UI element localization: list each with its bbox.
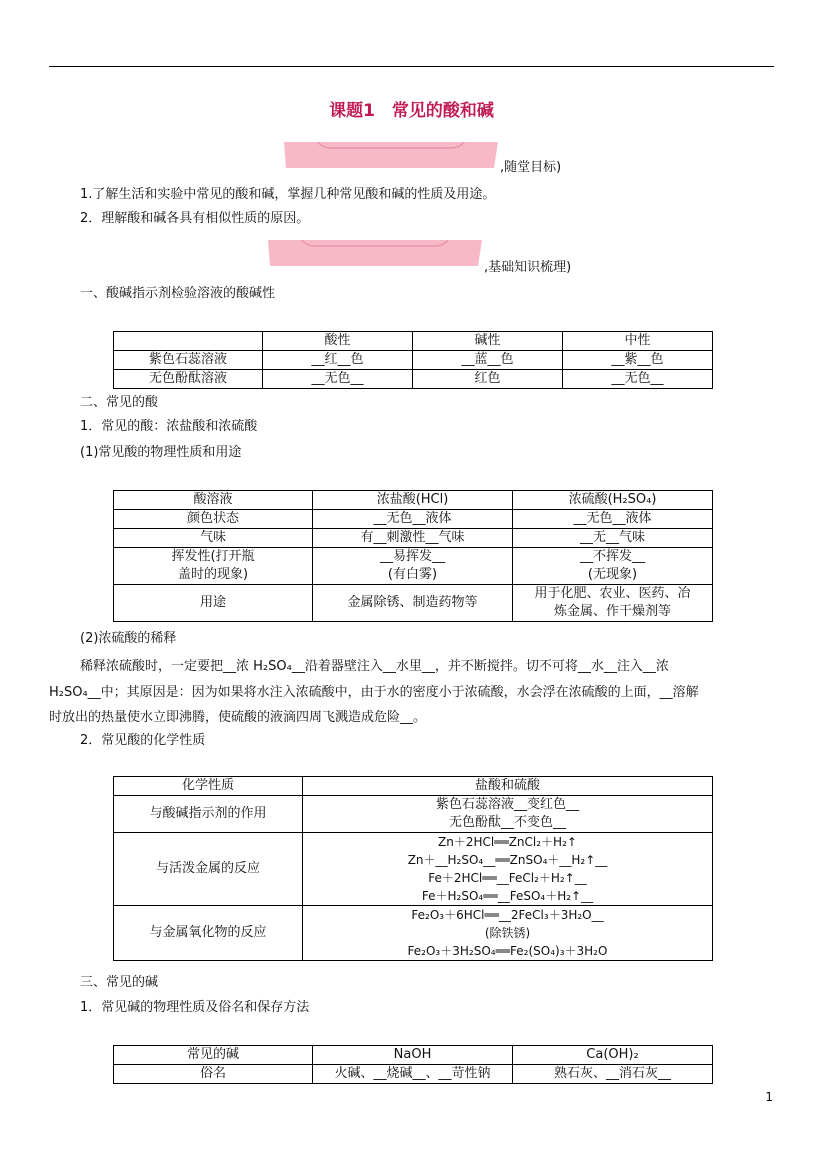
h2so4-volatility: __不挥发__	[579, 549, 645, 564]
hcl-volatility: __易挥发__	[379, 549, 445, 564]
dilution-text-line-2: H₂SO₄__中；其原因是：因为如果将水注入浓硫酸中，由于水的密度小于浓硫酸，水会浮在浓硫酸的上面，__溶解	[49, 685, 699, 700]
section-banner-1	[282, 140, 500, 168]
table-cell	[513, 585, 713, 622]
table-cell: 紫色石蕊溶液	[114, 351, 263, 370]
table-cell: 气味	[114, 529, 313, 548]
table-cell: __无色__	[263, 370, 413, 389]
table-cell	[114, 332, 263, 351]
table-cell	[313, 548, 513, 585]
table-row	[114, 491, 713, 510]
table-cell: 酸性	[263, 332, 413, 351]
table-cell: __无色__液体	[513, 510, 713, 529]
table-cell: 化学性质	[114, 777, 303, 796]
h2so4-use-line: 用于化肥、农业、医药、冶	[534, 586, 691, 601]
equation: Fe₂O₃＋3H₂SO₄══Fe₂(SO₄)₃＋3H₂O	[407, 944, 608, 958]
table-cell: 熟石灰、__消石灰__	[513, 1065, 713, 1084]
equation: Fe₂O₃＋6HCl══__2FeCl₃＋3H₂O__	[411, 908, 604, 922]
table-row	[114, 548, 713, 585]
section-2-2-heading: 2．常见酸的化学性质	[80, 733, 206, 748]
table-cell: NaOH	[313, 1046, 513, 1065]
table-cell	[303, 906, 713, 961]
header-rule	[49, 66, 774, 67]
equation: Zn＋__H₂SO₄__══ZnSO₄＋__H₂↑__	[407, 853, 608, 867]
table-cell: 金属除锈、制造药物等	[313, 585, 513, 622]
section-1-heading: 一、酸碱指示剂检验溶液的酸碱性	[80, 286, 276, 301]
acid-physical-table	[113, 490, 713, 622]
indicator-line: 紫色石蕊溶液__变红色__	[435, 797, 579, 812]
base-table	[113, 1045, 713, 1084]
table-cell: 浓盐酸(HCl)	[313, 491, 513, 510]
goal-2: 2．理解酸和碱各具有相似性质的原因。	[80, 211, 310, 226]
table-cell: Ca(OH)₂	[513, 1046, 713, 1065]
table-cell: 有__刺激性__气味	[313, 529, 513, 548]
table-cell: 与金属氧化物的反应	[114, 906, 303, 961]
table-cell: 常见的碱	[114, 1046, 313, 1065]
section-2-1b-heading: (2)浓硫酸的稀释	[80, 631, 177, 646]
hcl-volatility-note: (有白雾)	[387, 567, 438, 582]
table-cell: __蓝__色	[413, 351, 563, 370]
section-banner-2	[266, 238, 484, 266]
volatility-label-line: 挥发性(打开瓶	[171, 549, 255, 564]
table-row	[114, 1046, 713, 1065]
dilution-text-line-1: 稀释浓硫酸时，一定要把__浓 H₂SO₄__沿着器壁注入__水里__，并不断搅拌。切不可将__水__注入__浓	[80, 659, 669, 674]
table-cell: 颜色状态	[114, 510, 313, 529]
acid-chemical-table	[113, 776, 713, 961]
table-cell: __紫__色	[563, 351, 713, 370]
banner-2-label: ,基础知识梳理)	[484, 260, 572, 275]
table-row	[114, 332, 713, 351]
page-number: 1	[765, 1090, 773, 1104]
section-3-1-heading: 1．常见碱的物理性质及俗名和保存方法	[80, 1000, 310, 1015]
table-row	[114, 796, 713, 833]
table-cell: 俗名	[114, 1065, 313, 1084]
table-cell: 中性	[563, 332, 713, 351]
table-row	[114, 351, 713, 370]
banner-ribbon-icon	[266, 238, 484, 268]
table-row	[114, 1065, 713, 1084]
section-2-1-heading: 1．常见的酸：浓盐酸和浓硫酸	[80, 419, 258, 434]
table-cell: __无色__液体	[313, 510, 513, 529]
table-row	[114, 510, 713, 529]
page-title: 课题1 常见的酸和碱	[329, 101, 494, 121]
table-cell: 与酸碱指示剂的作用	[114, 796, 303, 833]
table-cell: __无色__	[563, 370, 713, 389]
table-cell: 盐酸和硫酸	[303, 777, 713, 796]
table-cell: 与活泼金属的反应	[114, 833, 303, 906]
volatility-label-line: 盖时的现象)	[177, 567, 249, 582]
equation: Zn＋2HCl══ZnCl₂＋H₂↑	[438, 835, 577, 849]
equation: Fe＋2HCl══__FeCl₂＋H₂↑__	[428, 871, 587, 885]
dilution-text-line-3: 时放出的热量使水立即沸腾，使硫酸的液滴四周飞溅造成危险__。	[49, 710, 427, 725]
table-cell	[303, 796, 713, 833]
table-cell: __无__气味	[513, 529, 713, 548]
table-cell	[513, 548, 713, 585]
banner-1-label: ,随堂目标)	[500, 160, 562, 175]
indicator-table	[113, 331, 713, 389]
table-cell: 火碱、__烧碱__、__苛性钠	[313, 1065, 513, 1084]
table-cell: __红__色	[263, 351, 413, 370]
section-2-1a-heading: (1)常见酸的物理性质和用途	[80, 445, 242, 460]
goal-1: 1.了解生活和实验中常见的酸和碱，掌握几种常见酸和碱的性质及用途。	[80, 187, 496, 202]
table-cell: 无色酚酞溶液	[114, 370, 263, 389]
table-row	[114, 370, 713, 389]
equation-note: (除铁锈)	[484, 926, 531, 940]
table-cell: 红色	[413, 370, 563, 389]
banner-ribbon-icon	[282, 140, 500, 170]
table-cell: 碱性	[413, 332, 563, 351]
table-row	[114, 529, 713, 548]
table-cell: 酸溶液	[114, 491, 313, 510]
section-3-heading: 三、常见的碱	[80, 975, 159, 990]
table-cell: 用途	[114, 585, 313, 622]
table-row	[114, 585, 713, 622]
table-cell: 浓硫酸(H₂SO₄)	[513, 491, 713, 510]
indicator-line: 无色酚酞__不变色__	[448, 815, 566, 830]
h2so4-use-line: 炼金属、作干燥剂等	[553, 604, 671, 619]
table-row	[114, 777, 713, 796]
h2so4-volatility-note: (无现象)	[587, 567, 638, 582]
section-2-heading: 二、常见的酸	[80, 395, 159, 410]
table-row	[114, 906, 713, 961]
equation: Fe＋H₂SO₄══__FeSO₄＋H₂↑__	[421, 889, 594, 903]
table-row	[114, 833, 713, 906]
table-cell	[114, 548, 313, 585]
table-cell	[303, 833, 713, 906]
